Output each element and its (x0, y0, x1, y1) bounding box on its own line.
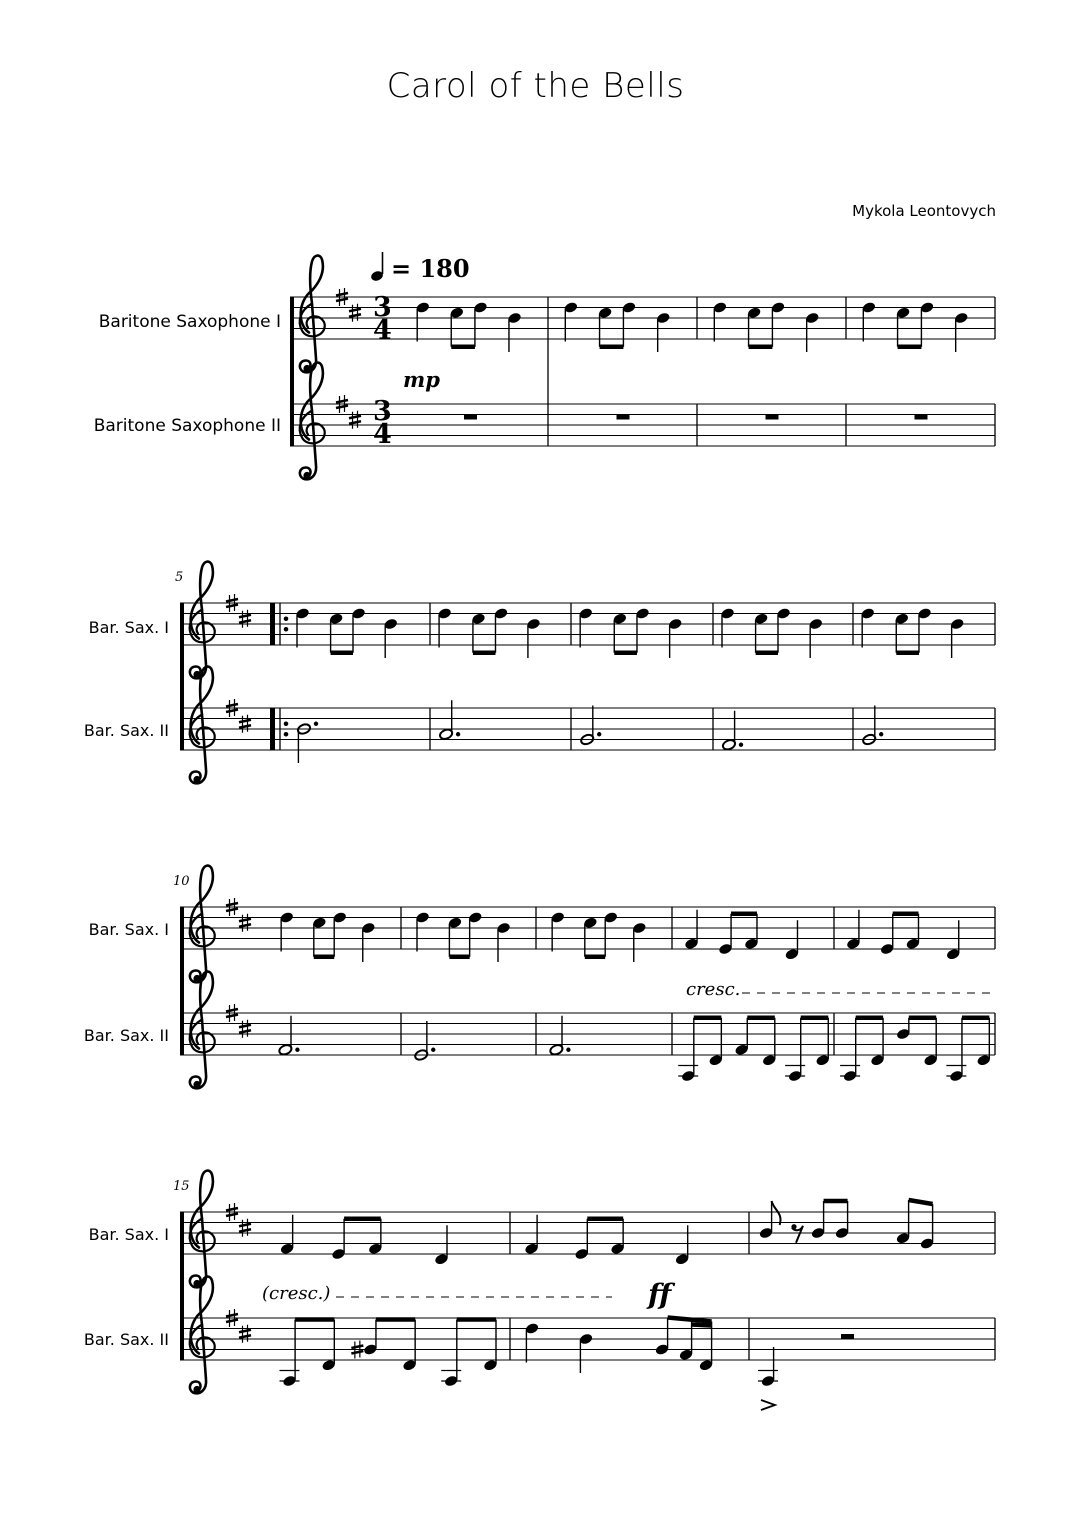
tempo-marking (370, 252, 470, 283)
sharp-icon (226, 1208, 238, 1211)
tempo-value: = 180 (391, 254, 470, 283)
score-title: Carol of the Bells (386, 66, 685, 106)
treble-clef-icon (190, 866, 213, 983)
sharp-icon (226, 1009, 238, 1012)
staff-label-sax1: Bar. Sax. I (88, 1225, 169, 1244)
dynamic-mp: mp (403, 367, 440, 392)
treble-clef-icon (303, 365, 310, 372)
treble-clef-icon (193, 1081, 200, 1088)
music-notation (180, 256, 995, 1410)
sharp-icon (226, 599, 238, 602)
staff-label-sax1-full: Baritone Saxophone I (98, 312, 281, 332)
sharp-icon (239, 1025, 251, 1028)
sharp-icon (351, 1351, 363, 1354)
sharp-icon (226, 1214, 238, 1217)
sharp-icon (239, 620, 251, 623)
sharp-icon (336, 299, 348, 302)
sharp-icon (239, 919, 251, 922)
sharp-icon (349, 314, 361, 317)
repeat-dot (284, 616, 289, 621)
treble-clef-icon (193, 1386, 200, 1393)
time-signature-bottom: 4 (373, 315, 392, 346)
treble-clef-icon (300, 363, 323, 480)
measure-number: 15 (173, 1179, 190, 1194)
treble-clef-icon (300, 256, 323, 373)
sharp-icon (336, 400, 348, 403)
sharp-icon (226, 605, 238, 608)
sharp-icon (239, 1224, 251, 1227)
treble-clef-icon (190, 667, 213, 784)
sharp-icon (226, 1015, 238, 1018)
repeat-dot (284, 721, 289, 726)
measure-number: 5 (175, 570, 184, 585)
sharp-icon (239, 1229, 251, 1232)
measure-number: 10 (173, 874, 190, 889)
treble-clef-icon (303, 472, 310, 479)
sharp-icon (239, 615, 251, 618)
note-beam (909, 1200, 933, 1204)
whole-rest (915, 415, 928, 420)
whole-rest (464, 415, 477, 420)
cresc-marking: cresc. (686, 979, 741, 1000)
sharp-icon (239, 1330, 251, 1333)
staff-label-sax2: Bar. Sax. II (83, 1026, 169, 1045)
time-signature-top: 3 (373, 292, 392, 323)
treble-clef-icon (193, 671, 200, 678)
half-rest (841, 1334, 854, 1339)
time-signature-bottom: 4 (373, 419, 392, 450)
sharp-icon (239, 924, 251, 927)
augmentation-dot (314, 722, 318, 726)
augmentation-dot (431, 1048, 435, 1052)
augmentation-dot (566, 1048, 570, 1052)
sharp-icon (239, 1335, 251, 1338)
accent-icon (761, 1400, 775, 1410)
sharp-icon (239, 720, 251, 723)
sharp-icon (226, 710, 238, 713)
treble-clef-icon (190, 1277, 213, 1394)
repeat-dot (284, 732, 289, 737)
treble-clef-icon (190, 562, 213, 679)
augmentation-dot (295, 1048, 299, 1052)
sharp-icon (351, 1346, 363, 1349)
eighth-rest (791, 1224, 796, 1229)
composer: Mykola Leontovych (852, 202, 996, 220)
sharp-icon (239, 1030, 251, 1033)
treble-clef-icon (193, 776, 200, 783)
sharp-icon (226, 903, 238, 906)
sharp-icon (349, 309, 361, 312)
sharp-icon (226, 1314, 238, 1317)
cresc-continued: (cresc.) (262, 1283, 331, 1304)
note-beam (692, 1325, 712, 1326)
augmentation-dot (879, 732, 883, 736)
treble-clef-icon (193, 975, 200, 982)
staff-label-sax2: Bar. Sax. II (83, 1330, 169, 1349)
sharp-icon (226, 1320, 238, 1323)
sharp-icon (336, 293, 348, 296)
whole-rest (766, 415, 779, 420)
staff-label-sax1: Bar. Sax. I (88, 920, 169, 939)
repeat-barline (270, 708, 275, 750)
augmentation-dot (597, 732, 601, 736)
treble-clef-icon (193, 1280, 200, 1287)
augmentation-dot (739, 743, 743, 747)
dynamic-ff: ff (648, 1278, 672, 1311)
sharp-icon (349, 421, 361, 424)
treble-clef-icon (190, 1171, 213, 1288)
staff-label-sax1: Bar. Sax. I (88, 618, 169, 637)
sharp-icon (239, 725, 251, 728)
treble-clef-icon (190, 972, 213, 1089)
staff-label-sax2: Bar. Sax. II (83, 721, 169, 740)
sharp-icon (349, 416, 361, 419)
time-signature-top: 3 (373, 396, 392, 427)
eighth-flag (772, 1201, 781, 1225)
sharp-icon (336, 406, 348, 409)
repeat-dot (284, 627, 289, 632)
repeat-barline (270, 603, 275, 645)
augmentation-dot (456, 732, 460, 736)
sharp-icon (226, 909, 238, 912)
whole-rest (617, 415, 630, 420)
sharp-icon (226, 704, 238, 707)
staff-label-sax2-full: Baritone Saxophone II (93, 416, 281, 436)
